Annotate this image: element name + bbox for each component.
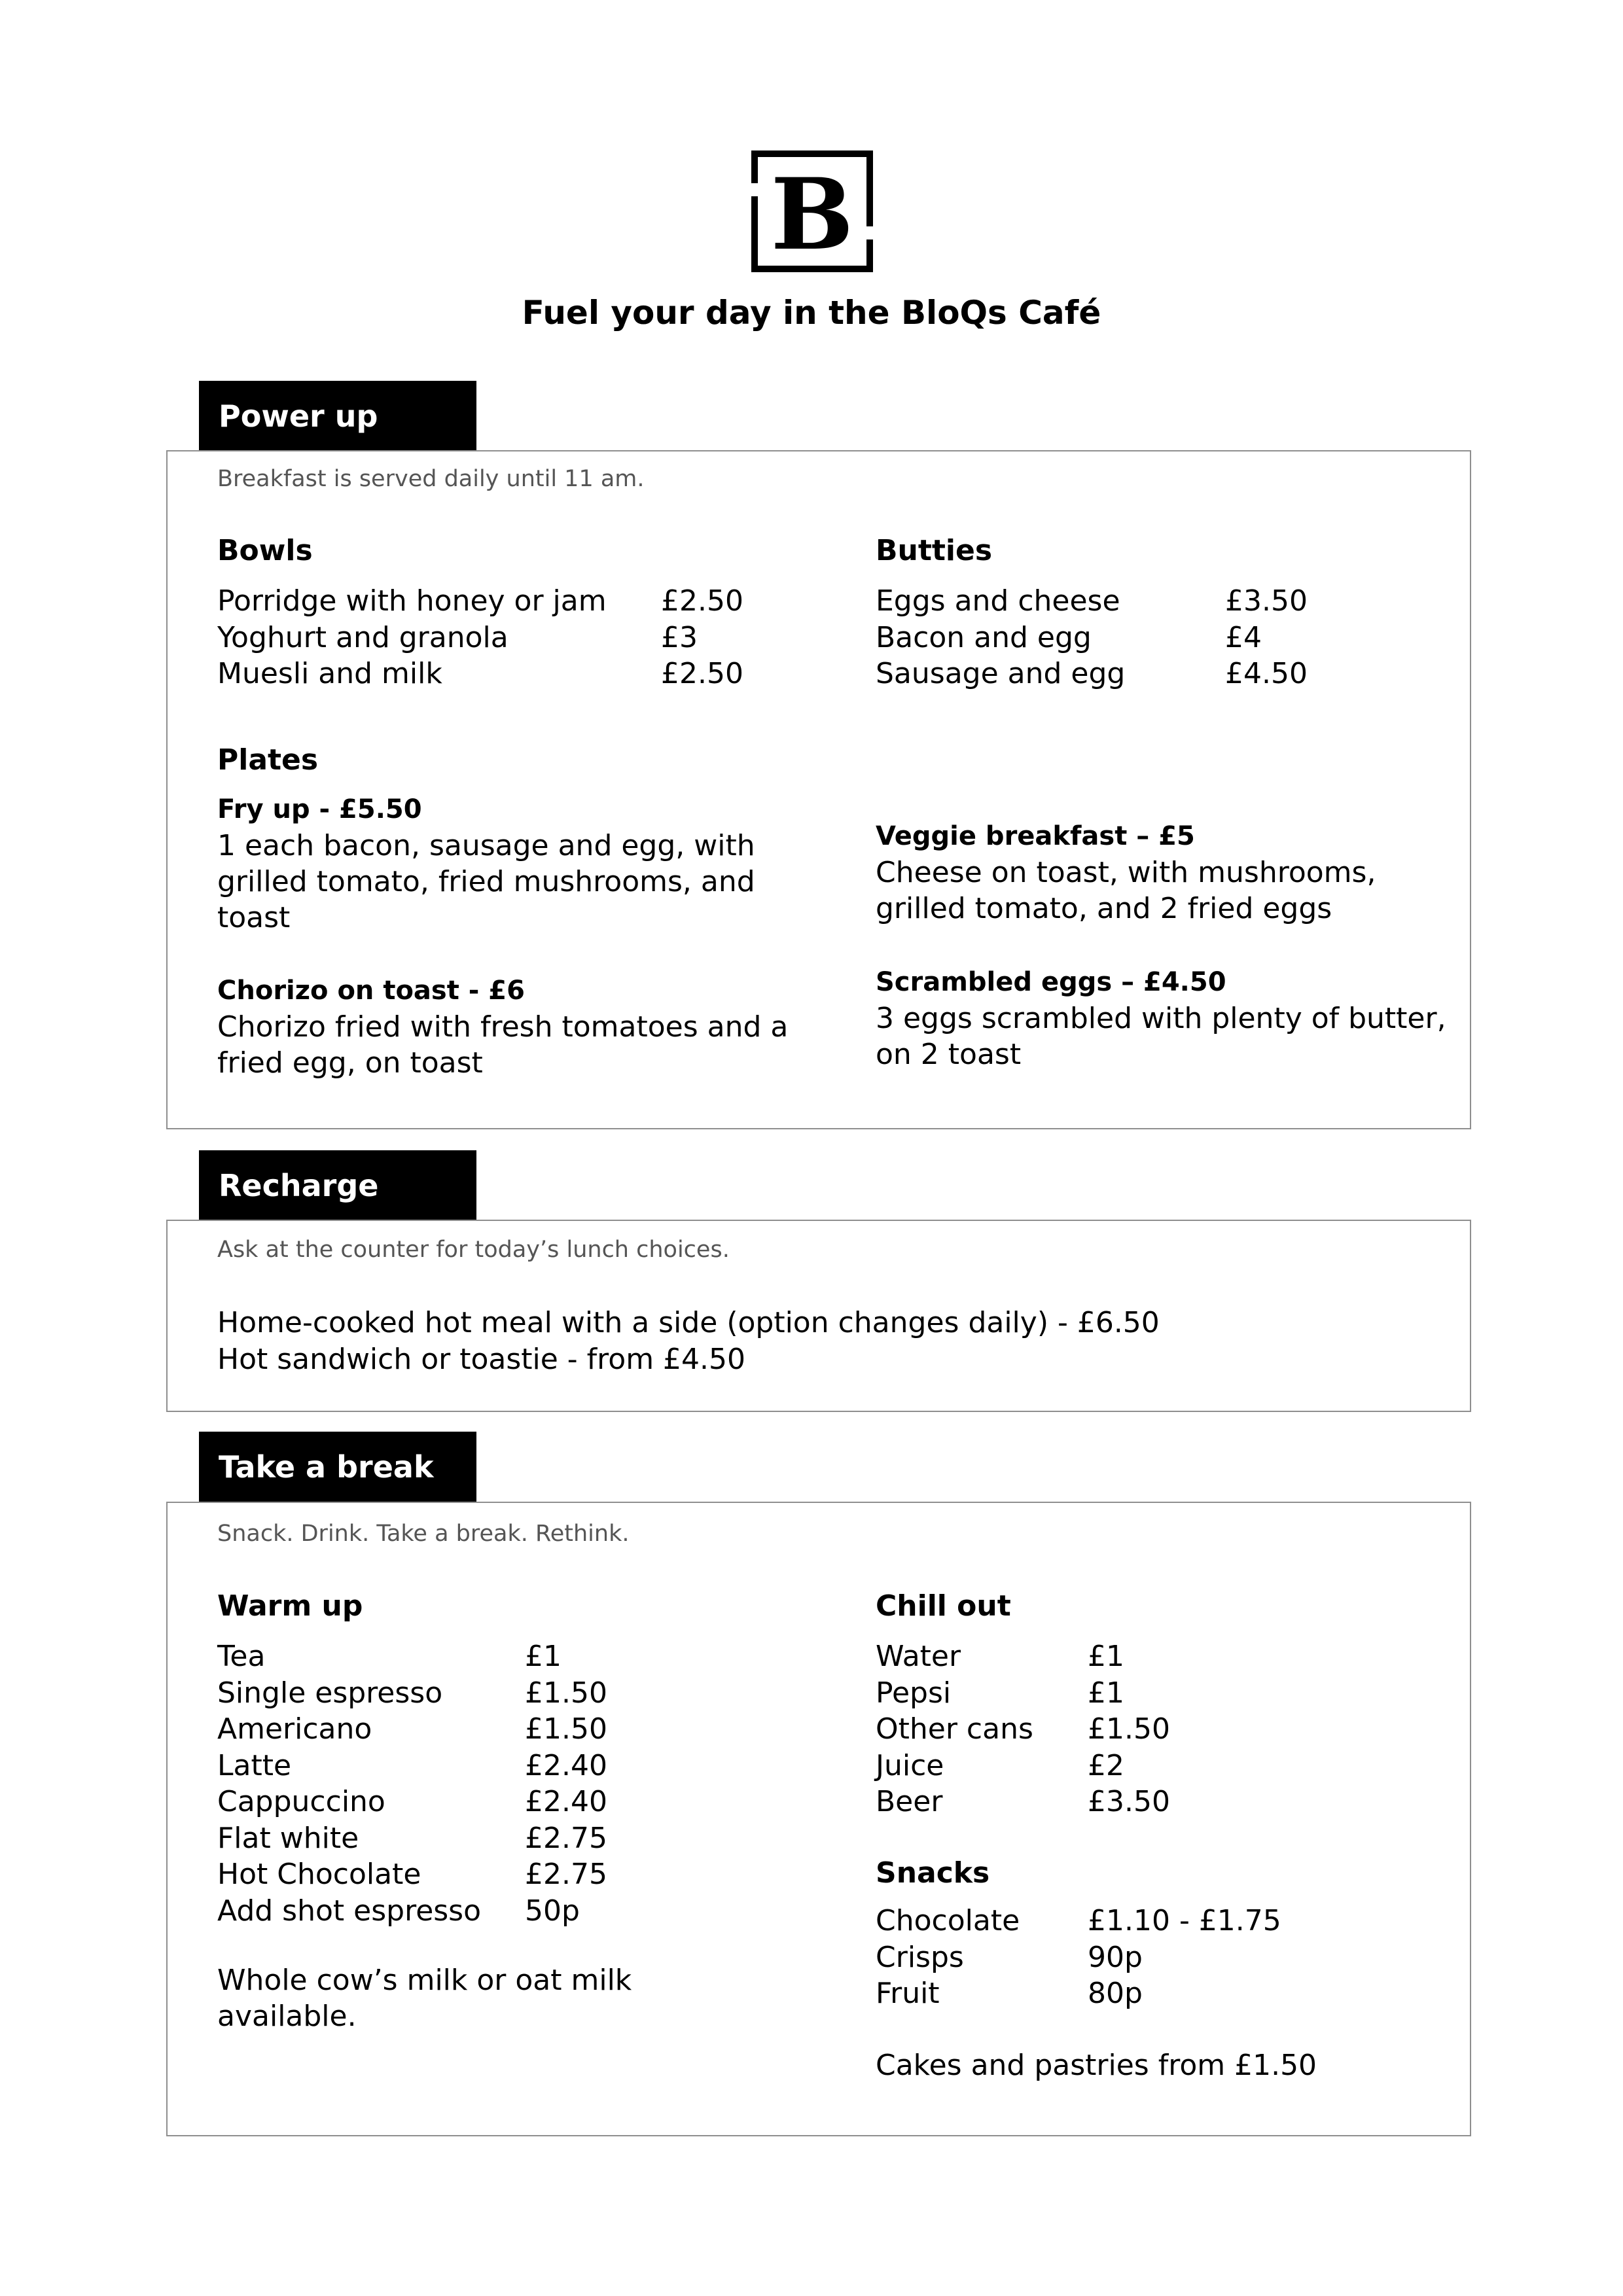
item-name: Fruit — [876, 1977, 940, 2010]
item-name: Americano — [217, 1712, 372, 1746]
item-name: Muesli and milk — [217, 657, 442, 690]
page-title: Fuel your day in the BloQs Café — [522, 294, 1101, 332]
snacks-heading: Snacks — [876, 1856, 990, 1890]
plate-chorizo — [217, 972, 819, 1081]
item-price: £2.40 — [525, 1785, 607, 1818]
plate-title: Fry up - £5.50 — [217, 794, 422, 824]
plate-description: Chorizo fried with fresh tomatoes and a fried egg, on toast — [217, 1010, 789, 1080]
item-price: £2.50 — [661, 657, 743, 690]
menu-item — [876, 583, 1308, 620]
cakes-note: Cakes and pastries from £1.50 — [876, 2049, 1317, 2082]
plate-title: Chorizo on toast - £6 — [217, 976, 525, 1006]
menu-item — [217, 1748, 607, 1784]
plate-veggie — [876, 818, 1452, 927]
plate-description: Cheese on toast, with mushrooms, grilled tomato, and 2 fried eggs — [876, 856, 1376, 925]
item-name: Single espresso — [217, 1676, 443, 1710]
item-price: £2 — [1088, 1748, 1124, 1782]
menu-item — [876, 1675, 1170, 1712]
item-name: Other cans — [876, 1712, 1033, 1746]
menu-item — [876, 1638, 1170, 1675]
item-name: Hot Chocolate — [217, 1858, 421, 1891]
item-price: £1.50 — [525, 1712, 607, 1746]
lunch-line: Home-cooked hot meal with a side (option changes daily) - £6.50 — [217, 1306, 1160, 1339]
menu-item — [217, 1820, 607, 1857]
snacks-list — [876, 1903, 1281, 2012]
item-name: Sausage and egg — [876, 657, 1126, 690]
menu-item — [217, 1856, 607, 1893]
chill-out-heading: Chill out — [876, 1589, 1011, 1623]
item-price: £2.50 — [661, 584, 743, 618]
menu-item — [876, 1903, 1281, 1939]
item-name: Cappuccino — [217, 1785, 385, 1818]
item-price: 80p — [1088, 1977, 1143, 2010]
menu-item — [217, 1893, 607, 1930]
item-name: Pepsi — [876, 1676, 952, 1710]
menu-item — [876, 1784, 1170, 1820]
item-price: £3.50 — [1225, 584, 1308, 618]
chill-out-list — [876, 1638, 1170, 1820]
section-tab-power-up: Power up — [199, 381, 476, 451]
item-name: Flat white — [217, 1821, 359, 1855]
item-price: £1 — [525, 1640, 562, 1673]
item-price: £1.50 — [1088, 1712, 1170, 1746]
item-price: 50p — [525, 1894, 580, 1928]
bloqs-logo — [751, 150, 873, 272]
plate-fry-up — [217, 791, 819, 936]
menu-item — [217, 620, 743, 656]
menu-item — [217, 583, 743, 620]
menu-item — [876, 656, 1308, 692]
lunch-line: Hot sandwich or toastie - from £4.50 — [217, 1342, 746, 1376]
recharge-note: Ask at the counter for today’s lunch choices. — [217, 1237, 730, 1263]
item-price: £2.75 — [525, 1858, 607, 1891]
item-name: Bacon and egg — [876, 620, 1092, 654]
item-price: £3 — [661, 620, 698, 654]
item-price: 90p — [1088, 1940, 1143, 1974]
menu-item — [217, 1675, 607, 1712]
butties-heading: Butties — [876, 534, 993, 567]
item-name: Water — [876, 1640, 961, 1673]
item-price: £1.10 - £1.75 — [1088, 1904, 1281, 1937]
item-name: Add shot espresso — [217, 1894, 482, 1928]
item-price: £2.75 — [525, 1821, 607, 1855]
item-name: Chocolate — [876, 1904, 1020, 1937]
bowls-list — [217, 583, 743, 692]
item-price: £3.50 — [1088, 1785, 1170, 1818]
item-name: Tea — [217, 1640, 266, 1673]
item-price: £4.50 — [1225, 657, 1308, 690]
item-price: £1 — [1088, 1676, 1124, 1710]
item-name: Juice — [876, 1748, 944, 1782]
warm-up-list — [217, 1638, 607, 1929]
item-name: Beer — [876, 1785, 943, 1818]
menu-item — [876, 1711, 1170, 1748]
item-name: Crisps — [876, 1940, 964, 1974]
butties-list — [876, 583, 1308, 692]
logo-letter: B — [770, 157, 854, 272]
item-name: Latte — [217, 1748, 292, 1782]
item-name: Yoghurt and granola — [217, 620, 508, 654]
item-name: Porridge with honey or jam — [217, 584, 607, 618]
plate-scrambled — [876, 964, 1452, 1072]
section-tab-recharge: Recharge — [199, 1150, 476, 1221]
recharge-list — [217, 1305, 1160, 1377]
warm-up-heading: Warm up — [217, 1589, 363, 1623]
menu-item — [876, 1939, 1281, 1976]
power-up-note: Breakfast is served daily until 11 am. — [217, 466, 645, 492]
menu-item — [876, 620, 1308, 656]
plate-description: 1 each bacon, sausage and egg, with grilled tomato, fried mushrooms, and toast — [217, 829, 755, 934]
menu-item — [217, 656, 743, 692]
item-price: £1.50 — [525, 1676, 607, 1710]
item-price: £1 — [1088, 1640, 1124, 1673]
plate-description: 3 eggs scrambled with plenty of butter, on 2 toast — [876, 1002, 1446, 1071]
item-price: £2.40 — [525, 1748, 607, 1782]
item-price: £4 — [1225, 620, 1262, 654]
item-name: Eggs and cheese — [876, 584, 1120, 618]
take-a-break-note: Snack. Drink. Take a break. Rethink. — [217, 1521, 630, 1547]
menu-item — [217, 1638, 607, 1675]
section-tab-take-a-break: Take a break — [199, 1432, 476, 1502]
plates-heading: Plates — [217, 743, 319, 777]
milk-note: Whole cow’s milk or oat milk available. — [217, 1964, 632, 2033]
menu-item — [217, 1784, 607, 1820]
menu-item — [876, 1975, 1281, 2012]
bowls-heading: Bowls — [217, 534, 313, 567]
menu-item — [876, 1748, 1170, 1784]
plate-title: Veggie breakfast – £5 — [876, 821, 1195, 851]
plate-title: Scrambled eggs – £4.50 — [876, 967, 1226, 997]
menu-item — [217, 1711, 607, 1748]
